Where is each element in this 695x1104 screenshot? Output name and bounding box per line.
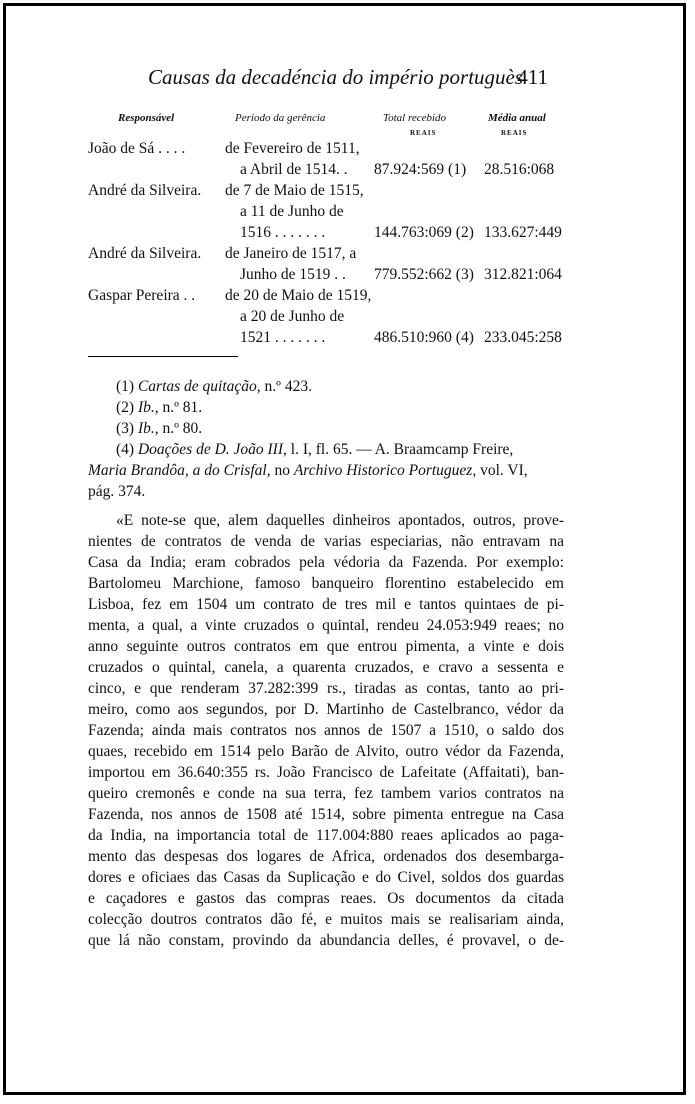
row-3-total: 779.552:662 (3) bbox=[374, 266, 474, 283]
footnote-3-number: (3) bbox=[116, 420, 135, 437]
body-line: queiro cremonês e conde na sua terra, fez tambem varios contratos na bbox=[88, 785, 564, 802]
footnote-4-source: Doações de D. João III, bbox=[137, 441, 287, 458]
row-3-periodo-line-1: de Janeiro de 1517, a bbox=[225, 245, 357, 262]
body-line: Fazenda; ainda mais contratos nos annos de 1507 a 1510, o saldo dos bbox=[88, 722, 564, 739]
row-1-periodo-line-2: a Abril de 1514. . bbox=[240, 161, 348, 178]
footnote-2-reference: n.º 81. bbox=[158, 399, 203, 416]
column-header-periodo: Periodo da gerência bbox=[235, 112, 326, 124]
footnote-4-work-title: Maria Brandôa, a do Crisfal, bbox=[88, 462, 271, 479]
footnote-1-reference: n.º 423. bbox=[260, 378, 312, 395]
column-header-media: Média anual bbox=[488, 112, 546, 124]
row-2-responsavel: André da Silveira. bbox=[88, 182, 202, 199]
body-line: mento das despesas dos logares de Africa, ordenados dos desembarga- bbox=[88, 848, 564, 865]
row-1-periodo-line-1: de Fevereiro de 1511, bbox=[225, 140, 360, 157]
footnote-3 bbox=[116, 418, 202, 439]
row-2-total: 144.763:069 (2) bbox=[374, 224, 474, 241]
row-2-periodo-line-2: a 11 de Junho de bbox=[240, 203, 344, 220]
body-line: importou em 36.640:355 rs. João Francisco de Lafeitate (Affaitati), ban- bbox=[88, 764, 564, 781]
row-4-media: 233.045:258 bbox=[484, 329, 562, 346]
row-2-media: 133.627:449 bbox=[484, 224, 562, 241]
unit-label-total: REAIS bbox=[410, 129, 437, 137]
body-line: colecção doutros contratos dão fé, e muitos mais se realisariam ainda, bbox=[88, 911, 564, 928]
footnote-3-reference: n.º 80. bbox=[158, 420, 203, 437]
body-line: anno seguinte outros contratos em que entrou pimenta, a vinte e dois bbox=[88, 638, 564, 655]
body-line: da India, na importancia total de 117.004:880 reaes aplicados ao paga- bbox=[88, 827, 564, 844]
column-header-responsavel: Responsável bbox=[118, 112, 175, 124]
unit-label-media: REAIS bbox=[501, 129, 528, 137]
page-header bbox=[148, 65, 548, 90]
footnote-2 bbox=[116, 397, 202, 418]
body-line: Fazenda, nos annos de 1508 até 1514, sobre pimenta entregue na Casa bbox=[88, 806, 564, 823]
row-4-periodo-line-3: 1521 . . . . . . . bbox=[240, 329, 326, 346]
footnote-4-line-1 bbox=[116, 439, 564, 460]
row-3-responsavel: André da Silveira. bbox=[88, 245, 202, 262]
body-line: quaes, recebido em 1514 pelo Barão de Alvito, outro védor da Fazenda, bbox=[88, 743, 564, 760]
footnote-3-source: Ib., bbox=[137, 420, 159, 437]
row-4-periodo-line-2: a 20 de Junho de bbox=[240, 308, 345, 325]
row-2-periodo-line-3: 1516 . . . . . . . bbox=[240, 224, 326, 241]
row-4-periodo-line-1: de 20 de Maio de 1519, bbox=[225, 287, 372, 304]
row-1-responsavel: João de Sá . . . . bbox=[88, 140, 186, 157]
body-line: nientes de contratos de venda de varias especiarias, não entravam na bbox=[88, 533, 564, 550]
row-2-periodo-line-1: de 7 de Maio de 1515, bbox=[225, 182, 364, 199]
footnote-4-connector: no bbox=[270, 462, 294, 479]
body-line: «E note-se que, alem daquelles dinheiros apontados, outros, prove- bbox=[116, 512, 564, 529]
page-number: 411 bbox=[517, 65, 548, 89]
running-title: Causas da decadéncia do império portuguès bbox=[148, 65, 524, 89]
body-line: Casa da India; eram cobrados pela védoria da Fazenda. Por exemplo: bbox=[88, 554, 564, 571]
footnote-2-source: Ib., bbox=[137, 399, 159, 416]
row-3-periodo-line-2: Junho de 1519 . . bbox=[240, 266, 346, 283]
body-line: meiro, como aos segundos, por D. Martinho de Castelbranco, védor da bbox=[88, 701, 564, 718]
footnote-1-source: Cartas de quitação, bbox=[137, 378, 261, 395]
footnote-4-volume: vol. VI, bbox=[476, 462, 528, 479]
body-line: cinco, e que renderam 37.282:399 rs., tiradas as contas, tanto ao pri- bbox=[88, 680, 564, 697]
row-1-media: 28.516:068 bbox=[484, 161, 555, 178]
footnote-4-line-2 bbox=[88, 460, 528, 481]
body-line: e caçadores e gastos das compras reaes. Os documentos da citada bbox=[88, 890, 564, 907]
footnote-1-number: (1) bbox=[116, 378, 135, 395]
row-4-total: 486.510:960 (4) bbox=[374, 329, 474, 346]
footnote-2-number: (2) bbox=[116, 399, 135, 416]
footnote-4-reference: l. I, fl. 65. — A. Braamcamp Freire, bbox=[286, 441, 514, 458]
row-3-media: 312.821:064 bbox=[484, 266, 562, 283]
body-line: menta, a qual, a vinte cruzados o quintal, rendeu 24.053:949 reaes; no bbox=[88, 617, 564, 634]
footnote-4-journal: Archivo Historico Portuguez, bbox=[293, 462, 477, 479]
footnote-1 bbox=[116, 376, 312, 397]
body-line: dores e oficiaes das Casas da Suplicação e do Civel, soldos dos guardas bbox=[88, 869, 564, 886]
body-line: cruzados o quintal, canela, a quarenta cruzados, e cravo a sessenta e bbox=[88, 659, 564, 676]
column-header-total: Total recebido bbox=[383, 112, 447, 124]
row-1-total: 87.924:569 (1) bbox=[374, 161, 467, 178]
body-line: Bartolomeu Marchione, famoso banqueiro florentino estabelecido em bbox=[88, 575, 564, 592]
footnote-divider bbox=[88, 356, 238, 357]
footnote-4-line-3: pág. 374. bbox=[88, 483, 146, 500]
footnote-4-number: (4) bbox=[116, 441, 135, 458]
row-4-responsavel: Gaspar Pereira . . bbox=[88, 287, 196, 304]
body-line: Lisboa, fez em 1504 um contrato de tres mil e tantos quintaes de pi- bbox=[88, 596, 564, 613]
body-line: que lá não constam, provindo da abundancia delles, é provavel, o de- bbox=[88, 932, 564, 949]
